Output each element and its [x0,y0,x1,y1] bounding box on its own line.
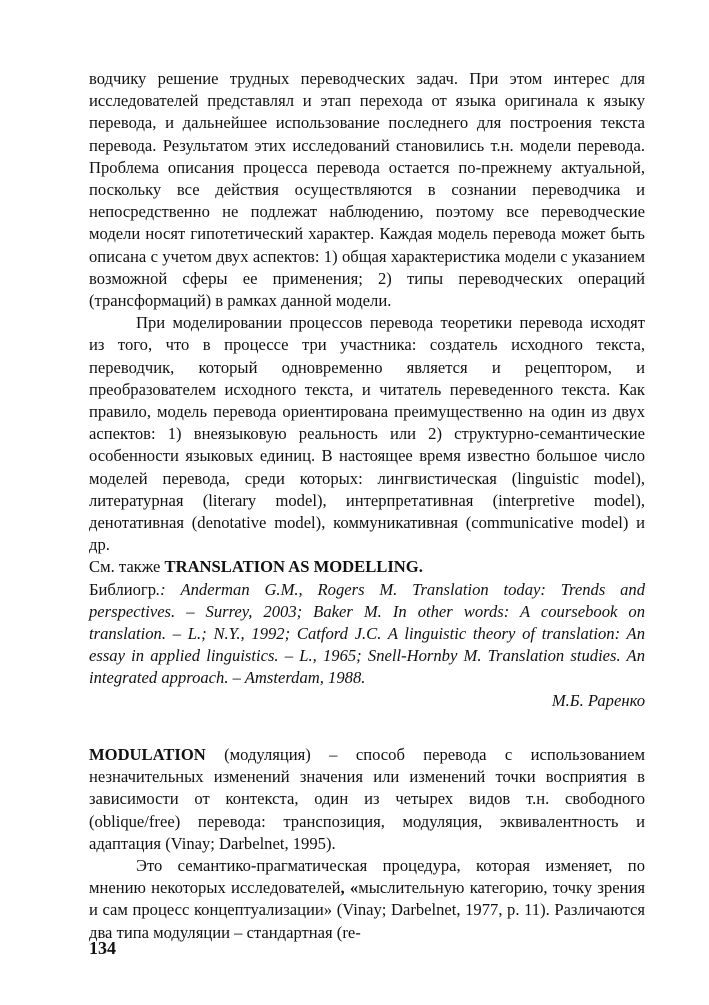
bibliography [89,579,645,690]
see-also-term: TRANSLATION AS MODELLING. [164,557,423,577]
see-also-label: См. также [89,557,161,577]
paragraph-models-intro: водчику решение трудных переводческих задач. При этом интерес для исследователей представлял и этап перехода от языка оригинала к языку перевода, и дальнейшее использование последнего для построения текста перевода. Результатом этих исследований становились т.н. модели перевода. Проблема описания процесса перевода остается по-прежнему актуальной, поскольку все действия осуществляются в сознании переводчика и непосредственно не подлежат наблюдению, поэтому все переводческие модели носят гипотетический характер. Каждая модель перевода может быть описана с учетом двух аспектов: 1) общая характеристика модели с указанием возможной сферы ее применения; 2) типы переводческих операций (трансформаций) в рамках данной модели. [89,69,645,311]
bibliography-references: .: Anderman G.M., Rogers M. Translation today: Trends and perspectives. – Surrey, 2003; Baker M. In other words: A coursebook on translation. – L.; N.Y., 1992; Catford J.C. A linguistic theory of translation: An essay in applied linguistics. – L., 1965; Snell-Hornby M. Translation studies. An integrated approach. – Amsterdam, 1988. [89,579,645,688]
see-also [89,556,645,578]
paragraph-models-participants: При моделировании процессов перевода теоретики перевода исходят из того, что в процессе три участника: создатель исходного текста, переводчик, который одновременно является и рецептором, и преобразователем исходного текста, и читатель переведенного текста. Как правило, модель перевода ориентирована преимущественно на один из двух аспектов: 1) внеязыковую реальность или 2) структурно-семантические особенности языковых единиц. В настоящее время известно большое число моделей перевода, среди которых: лингвистическая (linguistic model), литературная (literary model), интерпретативная (interpretive model), денотативная (denotative model), коммуникативная (communicative model) и др. [89,313,645,555]
entry-translation-models [89,68,645,712]
modulation-procedure-start: Это семантико-прагматическая процедура, которая изменяет, по мнению некоторых исследователей [89,856,645,898]
paragraph-modulation-definition [89,744,645,855]
entry-author: М.Б. Раренко [551,690,645,710]
modulation-procedure-rest: мыслительную категорию, точку зрения и сам процесс концептуализации» (Vinay; Darbelnet, 1977, p. 11). Различаются два типа модуляции – стандартная (re- [89,878,645,942]
entry-modulation [89,744,645,944]
bibliography-label: Библиогр [89,579,156,599]
page-number: 134 [89,938,116,958]
modulation-procedure-punct: , « [340,878,359,898]
paragraph-modulation-procedure [89,855,645,944]
headword-modulation: MODULATION [89,745,206,764]
modulation-definition-text: (модуляция) – способ перевода с использованием незначительных изменений значения или изменений точки восприятия в зависимости от контекста, один из четырех видов т.н. свободного (oblique/free) перевода: транспозиция, модуляция, эквивалентность и адаптация (Vinay; Darbelnet, 1995). [89,745,645,853]
